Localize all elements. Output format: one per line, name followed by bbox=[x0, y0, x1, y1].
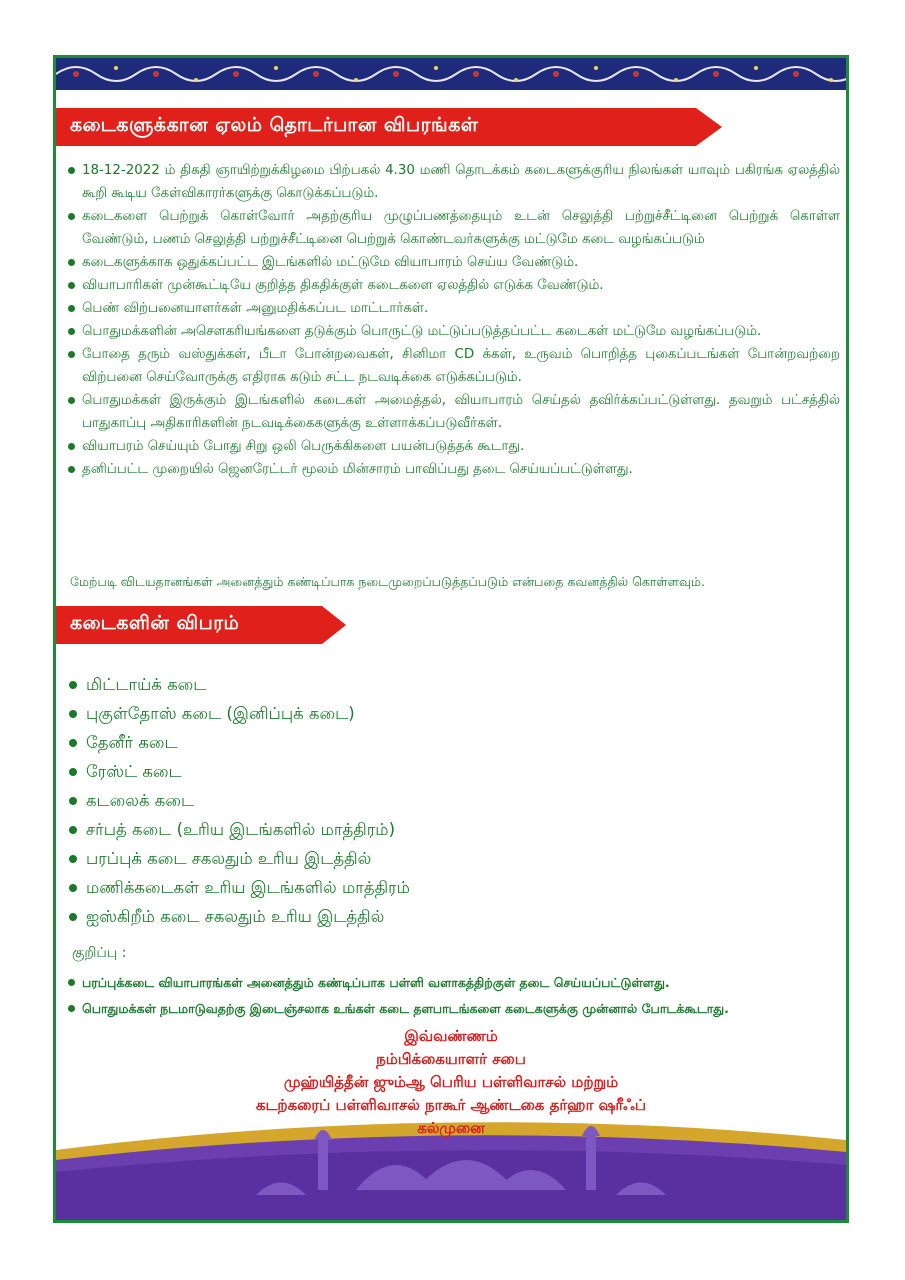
list-item: மிட்டாய்க் கடை bbox=[66, 670, 410, 699]
poster-frame bbox=[53, 55, 849, 1223]
list-item: பொதுமக்கள் நடமாடுவதற்கு இடைஞ்சலாக உங்கள் கடை தளபாடங்களை கடைகளுக்கு முன்னால் போடக்கூடாது. bbox=[66, 996, 729, 1022]
list-item: பரப்புக் கடை சகலதும் உரிய இடத்தில் bbox=[66, 844, 410, 873]
list-item: மணிக்கடைகள் உரிய இடங்களில் மாத்திரம் bbox=[66, 873, 410, 902]
note-heading: குறிப்பு : bbox=[72, 945, 127, 961]
list-item: தனிப்பட்ட முறையில் ஜெனரேட்டர் மூலம் மின்சாரம் பாவிப்பது தடை செய்யப்பட்டுள்ளது. bbox=[66, 458, 840, 481]
signature-block bbox=[56, 1025, 846, 1140]
decorative-pattern-band bbox=[56, 58, 846, 96]
list-item: பொதுமக்களின் அசௌகரியங்களை தடுக்கும் பொருட்டு மட்டுப்படுத்தப்பட்ட கடைகள் மட்டுமே வழங்கப்படும். bbox=[66, 320, 840, 343]
section-heading-shops: கடைகளின் விபரம் bbox=[70, 612, 240, 634]
list-item: ஐஸ்கிறீம் கடை சகலதும் உரிய இடத்தில் bbox=[66, 902, 410, 931]
list-item: வியாபாரிகள் முன்கூட்டியே குறித்த திகதிக்குள் கடைகளை ஏலத்தில் எடுக்க வேண்டும். bbox=[66, 274, 840, 297]
list-item: பொதுமக்கள் இருக்கும் இடங்களில் கடைகள் அமைத்தல், வியாபாரம் செய்தல் தவிர்க்கப்பட்டுள்ளது. தவறும் பட்சத்தில் பாதுகாப்பு அதிகாரிகளின் நடவடிக்கைகளுக்கு உள்ளாக்கப்படுவீர்கள். bbox=[66, 389, 840, 435]
signature-line: கடற்கரைப் பள்ளிவாசல் நாகூர் ஆண்டகை தர்ஹா ஷரீஃப் bbox=[255, 1096, 647, 1114]
auction-rules-list bbox=[66, 159, 840, 481]
list-item: பெண் விற்பனையாளர்கள் அனுமதிக்கப்பட மாட்டார்கள். bbox=[66, 297, 840, 320]
list-item: போதை தரும் வஸ்துக்கள், பீடா போன்றவைகள், சினிமா CD க்கள், உருவம் பொறித்த புகைப்படங்கள் போன்றவற்றை விற்பனை செய்வோருக்கு எதிராக கடும் சட்ட நடவடிக்கை எடுக்கப்படும். bbox=[66, 343, 840, 389]
list-item: ரேஸ்ட் கடை bbox=[66, 757, 410, 786]
list-item: கடைகளை பெற்றுக் கொள்வோர் அதற்குரிய முழுப்பணத்தையும் உடன் செலுத்தி பற்றுச்சீட்டினை பெற்றுக் கொள்ள வேண்டும், பணம் செலுத்தி பற்றுச்சீட்டினை பெற்றுக் கொண்டவர்களுக்கு மட்டுமே கடை வழங்கப்படும் bbox=[66, 205, 840, 251]
compliance-notice: மேற்படி விடயதானங்கள் அனைத்தும் கண்டிப்பாக நடைமுறைப்படுத்தப்படும் என்பதை கவனத்தில் கொள்ளவும். bbox=[70, 574, 705, 589]
notes-list bbox=[66, 970, 729, 1022]
signature-line: முஹ்யித்தீன் ஜும்ஆ பெரிய பள்ளிவாசல் மற்றும் bbox=[283, 1073, 619, 1091]
list-item: கடலைக் கடை bbox=[66, 786, 410, 815]
list-item: 18-12-2022 ம் திகதி ஞாயிற்றுக்கிழமை பிற்பகல் 4.30 மணி தொடக்கம் கடைகளுக்குரிய நிலங்கள் யாவும் பகிரங்க ஏலத்தில் கூறி கூடிய கேள்விகாரர்களுக்கு கொடுக்கப்படும். bbox=[66, 159, 840, 205]
shop-types-list bbox=[66, 670, 410, 931]
section-heading-auction: கடைகளுக்கான ஏலம் தொடர்பான விபரங்கள் bbox=[70, 114, 479, 136]
signature-line: நம்பிக்கையாளர் சபை bbox=[376, 1050, 526, 1068]
signature-line: இவ்வண்ணம் bbox=[404, 1027, 498, 1045]
list-item: கடைகளுக்காக ஒதுக்கப்பட்ட இடங்களில் மட்டுமே வியாபாரம் செய்ய வேண்டும். bbox=[66, 251, 840, 274]
list-item: சர்பத் கடை (உரிய இடங்களில் மாத்திரம்) bbox=[66, 815, 410, 844]
list-item: புகுள்தோஸ் கடை (இனிப்புக் கடை) bbox=[66, 699, 410, 728]
list-item: பரப்புக்கடை வியாபாரங்கள் அனைத்தும் கண்டிப்பாக பள்ளி வளாகத்திற்குள் தடை செய்யப்பட்டுள்ளது. bbox=[66, 970, 729, 996]
list-item: வியாபரம் செய்யும் போது சிறு ஒலி பெருக்கிகளை பயன்படுத்தக் கூடாது. bbox=[66, 435, 840, 458]
section-heading-banner bbox=[56, 108, 722, 146]
section-heading-banner bbox=[56, 606, 346, 644]
list-item: தேனீர் கடை bbox=[66, 728, 410, 757]
signature-line: கல்முனை bbox=[417, 1119, 485, 1137]
